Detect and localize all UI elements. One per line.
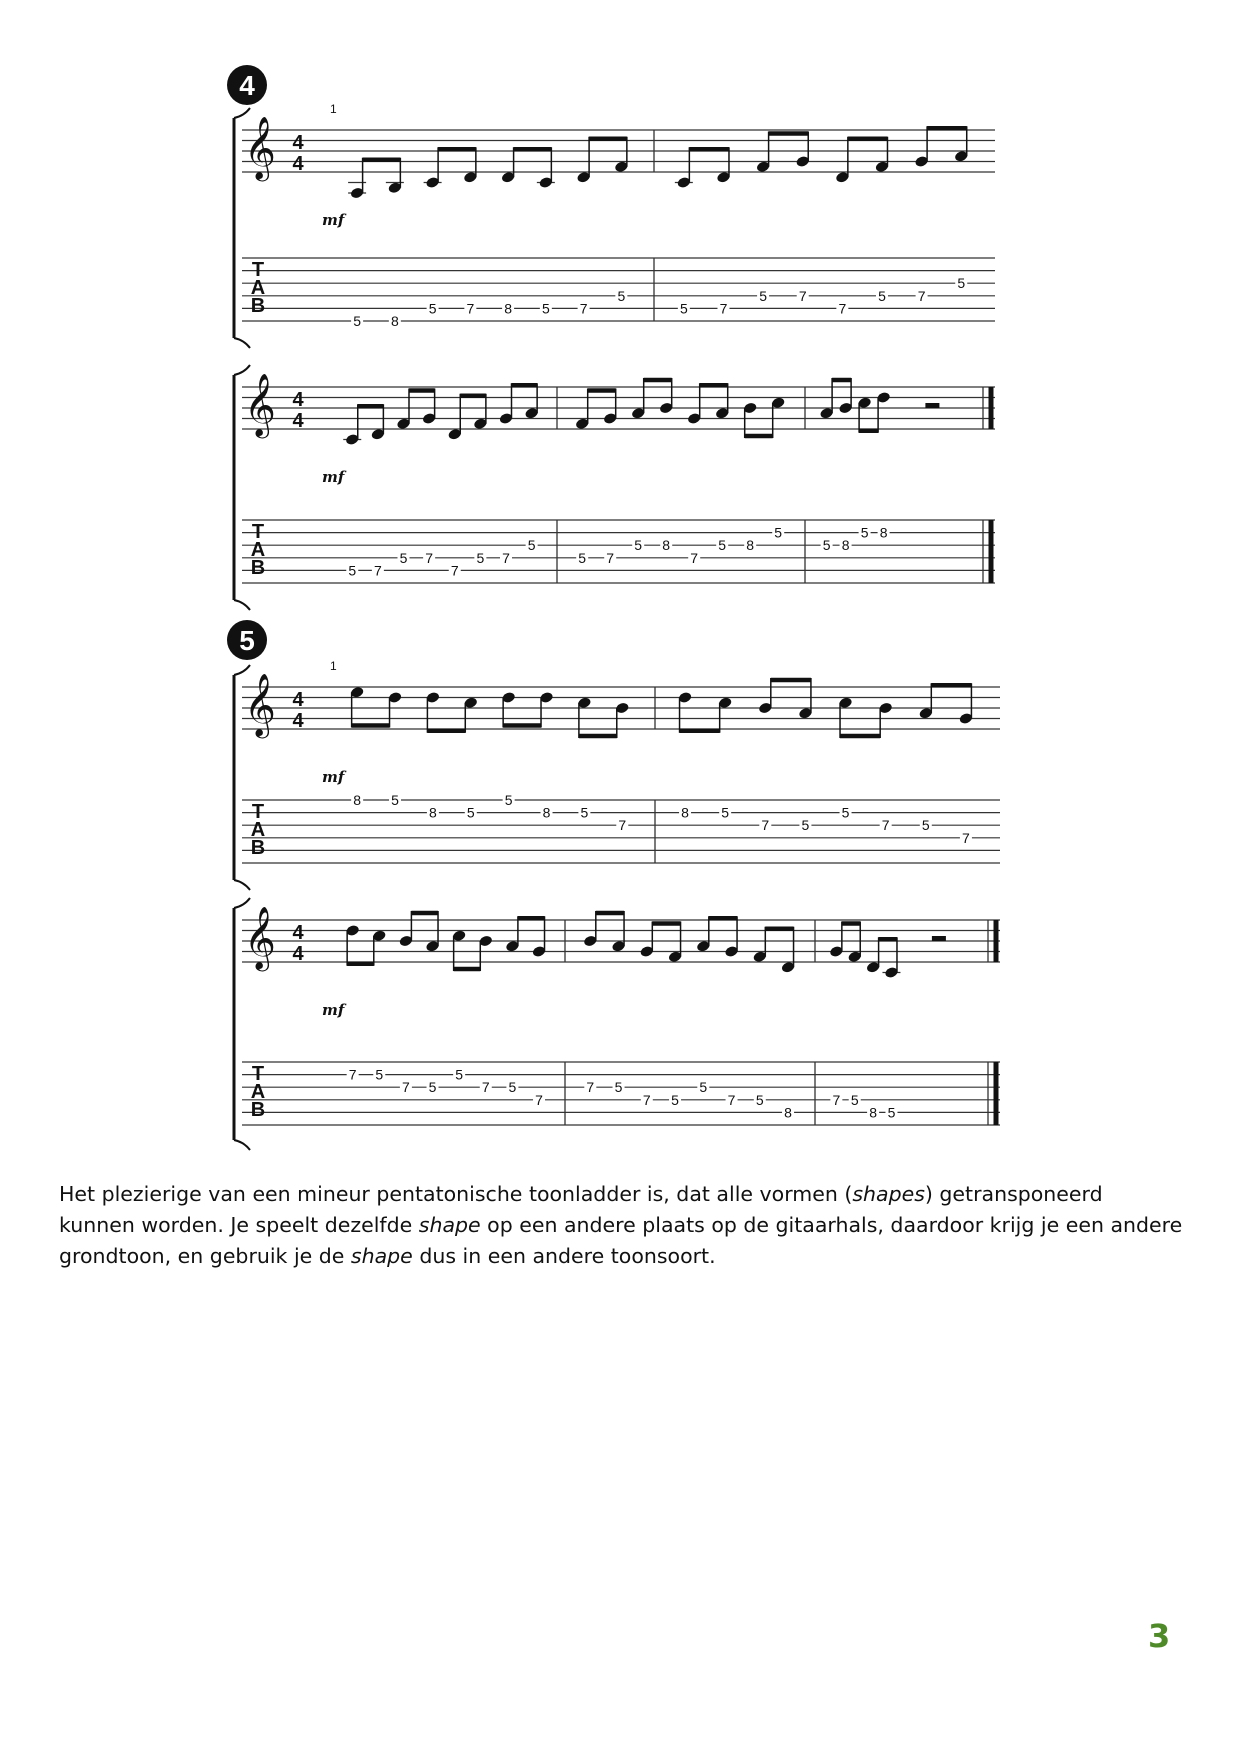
tab-fret-number: 8: [353, 792, 362, 808]
bracket-bottom-hook: [234, 1140, 250, 1150]
tab-letter: A: [250, 819, 266, 841]
tab-fret-number: 5: [887, 1104, 896, 1121]
tab-letter: A: [250, 277, 266, 299]
tab-letter: A: [250, 539, 266, 561]
tab-fret-number: 5: [774, 524, 783, 541]
measure-number: 1: [330, 659, 337, 673]
dynamic-marking: mf: [322, 468, 345, 486]
tab-fret-number: 7: [402, 1079, 410, 1096]
tab-fret-number: 7: [373, 562, 382, 579]
tab-fret-number: 8: [429, 804, 437, 821]
tab-letter: T: [251, 1063, 265, 1085]
tab-fret-number: 5: [614, 1079, 623, 1096]
tab-fret-number: 5: [822, 537, 831, 554]
tab-fret-number: 5: [860, 524, 869, 541]
tab-fret-number: 7: [348, 1066, 357, 1083]
tab-fret-number: 5: [801, 817, 810, 834]
time-signature-top: 4: [292, 132, 304, 154]
tab-fret-number: 7: [881, 817, 890, 834]
tab-fret-number: 7: [579, 300, 588, 317]
tab-fret-number: 8: [784, 1104, 792, 1121]
tab-fret-number: 8: [542, 804, 551, 821]
tab-letter: T: [251, 259, 265, 281]
tab-fret-number: 7: [690, 549, 699, 566]
treble-clef: 𝄞: [244, 673, 276, 736]
tab-fret-number: 5: [508, 1079, 517, 1096]
music-system: [234, 659, 1000, 890]
time-signature-top: 4: [292, 689, 304, 711]
tab-fret-number: 8: [504, 300, 512, 317]
music-system: [234, 898, 1000, 1150]
tab-fret-number: 5: [399, 549, 408, 566]
tab-fret-number: 5: [353, 313, 361, 329]
tab-fret-number: 5: [428, 300, 437, 317]
music-system: [234, 365, 995, 610]
tab-fret-number: 8: [662, 537, 671, 554]
measure-number: 1: [330, 102, 337, 116]
tab-fret-number: 5: [455, 1066, 464, 1083]
dynamic-marking: mf: [322, 768, 345, 786]
badge-number: 5: [239, 625, 255, 656]
tab-letter: B: [250, 1099, 266, 1121]
tab-fret-number: 7: [727, 1091, 736, 1108]
tab-letter: T: [251, 521, 265, 543]
treble-clef: 𝄞: [244, 373, 276, 436]
tab-fret-number: 5: [391, 792, 399, 808]
tab-fret-number: 5: [527, 537, 536, 554]
tab-fret-number: 5: [671, 1091, 679, 1108]
tab-fret-number: 5: [721, 804, 730, 821]
bracket-bottom-hook: [234, 600, 250, 610]
tab-fret-number: 7: [586, 1079, 595, 1096]
tab-fret-number: 7: [962, 829, 970, 846]
dynamic-marking: mf: [322, 1001, 345, 1019]
tab-fret-number: 8: [681, 804, 689, 821]
tab-fret-number: 5: [634, 537, 643, 554]
tab-fret-number: 7: [535, 1091, 543, 1108]
time-signature-bottom: 4: [292, 410, 304, 432]
treble-clef: 𝄞: [244, 116, 276, 179]
tab-fret-number: 5: [348, 562, 357, 579]
tab-fret-number: 7: [466, 300, 475, 317]
time-signature-bottom: 4: [292, 943, 304, 965]
tab-fret-number: 7: [832, 1091, 841, 1108]
half-rest: [932, 936, 946, 941]
tab-letter: B: [250, 837, 266, 859]
tab-fret-number: 5: [699, 1079, 708, 1096]
tab-fret-number: 5: [957, 275, 966, 292]
tab-fret-number: 8: [746, 537, 755, 554]
half-rest: [925, 403, 939, 408]
tab-fret-number: 7: [761, 817, 770, 834]
tab-fret-number: 5: [921, 817, 930, 834]
tab-fret-number: 8: [869, 1104, 877, 1121]
tab-fret-number: 7: [481, 1079, 490, 1096]
tab-fret-number: 7: [425, 549, 434, 566]
paragraph-line-3: grondtoon, en gebruik je de shape dus in een andere toonsoort.: [59, 1244, 716, 1268]
tab-fret-number: 7: [719, 300, 728, 317]
exercise-number-badge: [227, 65, 267, 105]
tab-fret-number: 5: [718, 537, 727, 554]
tab-letter: B: [250, 557, 266, 579]
tab-fret-number: 7: [450, 562, 459, 579]
badge-number: 4: [239, 70, 255, 101]
paragraph-line-1: Het plezierige van een mineur pentatonische toonladder is, dat alle vormen (shapes) getransponeerd: [59, 1182, 1103, 1206]
time-signature-top: 4: [292, 922, 304, 944]
exercise-number-badge: [227, 620, 267, 660]
tab-fret-number: 5: [504, 792, 513, 808]
tab-fret-number: 7: [798, 287, 807, 304]
tab-fret-number: 8: [390, 313, 399, 329]
tab-letter: B: [250, 295, 266, 317]
tab-letter: A: [250, 1081, 266, 1103]
treble-clef: 𝄞: [244, 906, 276, 969]
tab-fret-number: 5: [878, 287, 886, 304]
tab-fret-number: 5: [759, 287, 767, 304]
bracket-bottom-hook: [234, 880, 250, 890]
tab-fret-number: 7: [502, 549, 510, 566]
paragraph-line-2: kunnen worden. Je speelt dezelfde shape op een andere plaats op de gitaarhals, daardoor krijg je een andere: [59, 1213, 1183, 1237]
tab-fret-number: 7: [618, 817, 627, 834]
music-system: [234, 102, 995, 348]
tab-fret-number: 8: [841, 537, 850, 554]
tab-fret-number: 8: [879, 524, 888, 541]
dynamic-marking: mf: [322, 211, 345, 229]
tab-fret-number: 5: [617, 287, 626, 304]
tab-fret-number: 5: [375, 1066, 384, 1083]
tab-fret-number: 7: [606, 549, 615, 566]
time-signature-bottom: 4: [292, 710, 304, 732]
tab-fret-number: 5: [580, 804, 589, 821]
tab-fret-number: 5: [679, 300, 688, 317]
bracket-bottom-hook: [234, 338, 250, 348]
time-signature-bottom: 4: [292, 153, 304, 175]
tab-fret-number: 5: [841, 804, 850, 821]
tab-fret-number: 5: [755, 1091, 764, 1108]
page-number: 3: [1148, 1617, 1171, 1655]
tab-fret-number: 5: [850, 1091, 859, 1108]
time-signature-top: 4: [292, 389, 304, 411]
tab-fret-number: 5: [541, 300, 550, 317]
tab-fret-number: 5: [428, 1079, 437, 1096]
tab-letter: T: [251, 801, 265, 823]
tab-fret-number: 5: [578, 549, 587, 566]
tab-fret-number: 7: [838, 300, 847, 317]
tab-fret-number: 5: [466, 804, 475, 821]
tab-fret-number: 7: [917, 287, 926, 304]
body-paragraph: [59, 1179, 1189, 1272]
tab-fret-number: 5: [476, 549, 485, 566]
tab-fret-number: 7: [642, 1091, 651, 1108]
